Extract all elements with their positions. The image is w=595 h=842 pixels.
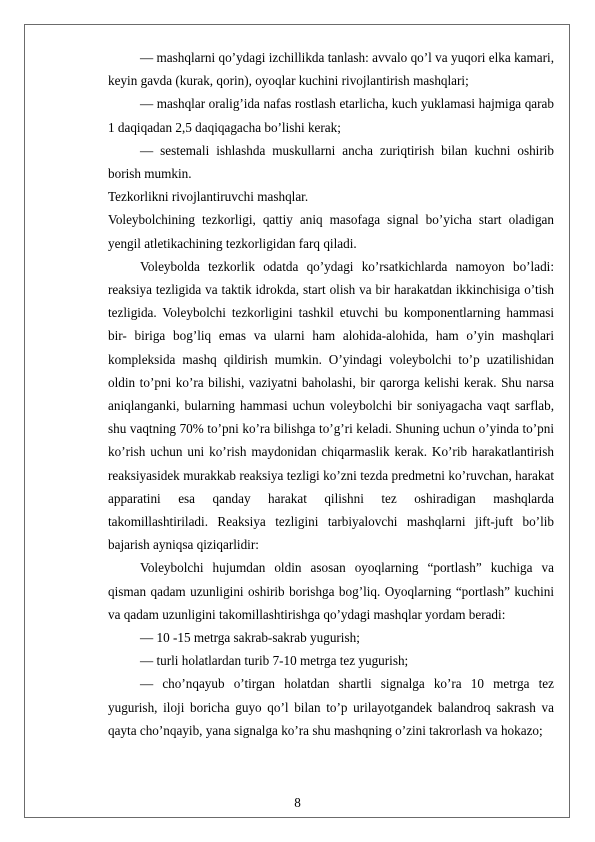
exercise-item-1: — 10 -15 metrga sakrab-sakrab yugurish; xyxy=(140,630,360,646)
section-heading: Tezkorlikni rivojlantiruvchi mashqlar. xyxy=(108,189,309,205)
paragraph-speed: Voleybolda tezkorlik odatda qo’ydagi ko’rsatkichlarda namoyon bo’ladi: reaksiya tezligida va taktik idrokda, start olish va bir harakatdan ikkinchisiga o’tish tezligida. Voleybolchi tezkorligini tashkil etuvchi bu komponentlarning hammasi bir- biriga bog’liq emas va ularni ham alohida-alohida, ham o’yin mashqlari kompleksida mashq qildirish mumkin. O’yindagi voleybolchi to’p uzatilishidan oldin to’pni ko’ra bilishi, vaziyatni baholashi, bir qarorga kelishi kerak. Shu narsa aniqlanganki, bularning hammasi uchun voleybolchi bir soniyagacha vaqt sarflab, shu vaqtning 70% to’pni ko’ra bilishga to’g’ri keladi. Shuning uchun o’yinda to’pni ko’rish uchun uni ko’rish maydonidan chiqarmaslik kerak. Ko’rib harakatlantirish reaksiyasidek murakkab reaksiya tezligi ko’zni tezda predmetni ko’ruvchan, harakat apparatini esa qanday harakat qilishni tez oshiradigan mashqlarda takomillashtiriladi. Reaksiya tezligini tarbiyalovchi mashqlarni jift-juft bo’lib bajarish ayniqsa qiziqarlidir: xyxy=(108,258,554,553)
document-body xyxy=(108,46,554,742)
exercise-item-3: — cho’nqayub o’tirgan holatdan shartli signalga ko’ra 10 metrga tez yugurish, iloji boricha guyo qo’l bilan to’p urilayotgandek balandroq sakrash va qayta cho’nqayib, yana signalga ko’ra shu mashqning o’zini takrorlash va hokazo; xyxy=(108,676,554,738)
paragraph-bullet-3: — sestemali ishlashda muskullarni ancha zuriqtirish bilan kuchni oshirib borish mumkin. xyxy=(108,142,554,182)
paragraph-attack: Voleybolchi hujumdan oldin asosan oyoqlarning “portlash” kuchiga va qisman qadam uzunligini oshirib borishga bog’liq. Oyoqlarning “portlash” kuchini va qadam uzunligini takomillashtirishga qo’ydagi mashqlar yordam beradi: xyxy=(108,560,554,622)
page-number: 8 xyxy=(294,795,301,810)
paragraph-intro: Voleybolchining tezkorligi, qattiy aniq masofaga signal bo’yicha start oladigan yengil atletikachining tezkorligidan farq qiladi. xyxy=(108,212,554,251)
exercise-item-2: — turli holatlardan turib 7-10 metrga tez yugurish; xyxy=(140,653,409,669)
paragraph-bullet-1: — mashqlarni qo’ydagi izchillikda tanlash: avvalo qo’l va yuqori elka kamari, keyin gavda (kurak, qorin), oyoqlar kuchini rivojlantirish mashqlari; xyxy=(108,50,554,89)
paragraph-bullet-2: — mashqlar oralig’ida nafas rostlash etarlicha, kuch yuklamasi hajmiga qarab 1 daqiqadan 2,5 daqiqagacha bo’lishi kerak; xyxy=(108,96,554,135)
